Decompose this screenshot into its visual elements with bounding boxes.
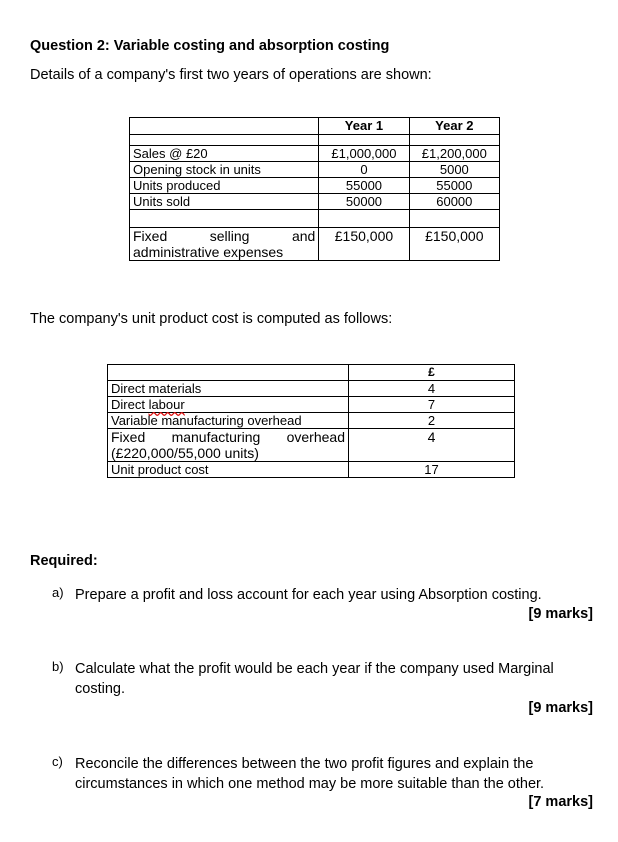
row-label: Units produced xyxy=(130,178,319,194)
row-label: Opening stock in units xyxy=(130,162,319,178)
marks-b: [9 marks] xyxy=(528,700,593,716)
table-row xyxy=(130,178,500,194)
question-letter: c) xyxy=(52,754,63,769)
fixed-line-2: administrative expenses xyxy=(133,244,284,260)
table-row xyxy=(108,429,515,462)
table-row xyxy=(108,381,515,397)
operations-table xyxy=(129,117,500,261)
row-year1: £1,000,000 xyxy=(319,146,409,162)
table-row xyxy=(130,146,500,162)
row-year2: 55000 xyxy=(409,178,499,194)
fixed-word-1: Fixed xyxy=(133,228,168,244)
header-blank xyxy=(130,118,319,135)
table-row xyxy=(130,228,500,261)
row-label: Units sold xyxy=(130,194,319,210)
table-row xyxy=(130,162,500,178)
cost-value: 7 xyxy=(349,397,515,413)
cost-value: 2 xyxy=(349,413,515,429)
table-row xyxy=(130,194,500,210)
question-letter: b) xyxy=(52,659,64,674)
question-letter: a) xyxy=(52,585,64,600)
row-year2: 5000 xyxy=(409,162,499,178)
required-label: Required: xyxy=(30,553,98,569)
question-text: Calculate what the profit would be each year if the company used Marginal costing. xyxy=(75,661,554,697)
row-year2: £1,200,000 xyxy=(409,146,499,162)
header-year2: Year 2 xyxy=(409,118,499,135)
spellcheck-word: labour xyxy=(148,397,185,412)
cost-label: Direct materials xyxy=(108,381,349,397)
intro-text: Details of a company's first two years of operations are shown: xyxy=(30,67,432,83)
total-label: Unit product cost xyxy=(108,462,349,478)
marks-c: [7 marks] xyxy=(528,794,593,810)
marks-a: [9 marks] xyxy=(528,606,593,622)
cost-label: Direct labour xyxy=(108,397,349,413)
fixed-word-3: and xyxy=(291,228,316,244)
question-text: Prepare a profit and loss account for each year using Absorption costing. xyxy=(75,587,542,603)
row-year1: 50000 xyxy=(319,194,409,210)
table-row xyxy=(108,397,515,413)
question-heading: Question 2: Variable costing and absorption costing xyxy=(30,38,390,54)
currency-header: £ xyxy=(349,365,515,381)
row-year2: 60000 xyxy=(409,194,499,210)
cost-value: 4 xyxy=(349,429,515,462)
fixed-year2: £150,000 xyxy=(409,228,499,261)
question-text: Reconcile the differences between the two profit figures and explain the circumstances in which one method may be more suitable than the other. xyxy=(75,756,545,792)
row-year1: 55000 xyxy=(319,178,409,194)
fixed-word-2: selling xyxy=(209,228,250,244)
table-row xyxy=(108,462,515,478)
fixed-expenses-label xyxy=(130,228,319,261)
fixed-overhead-label: Fixed manufacturing overhead (£220,000/55,000 units) xyxy=(108,429,349,462)
header-year1: Year 1 xyxy=(319,118,409,135)
row-label: Sales @ £20 xyxy=(130,146,319,162)
cost-label: Variable manufacturing overhead xyxy=(108,413,349,429)
unit-cost-intro: The company's unit product cost is computed as follows: xyxy=(30,311,393,327)
header-blank xyxy=(108,365,349,381)
total-value: 17 xyxy=(349,462,515,478)
cost-value: 4 xyxy=(349,381,515,397)
unit-cost-table xyxy=(107,364,515,478)
fixed-year1: £150,000 xyxy=(319,228,409,261)
row-year1: 0 xyxy=(319,162,409,178)
table-row xyxy=(108,413,515,429)
